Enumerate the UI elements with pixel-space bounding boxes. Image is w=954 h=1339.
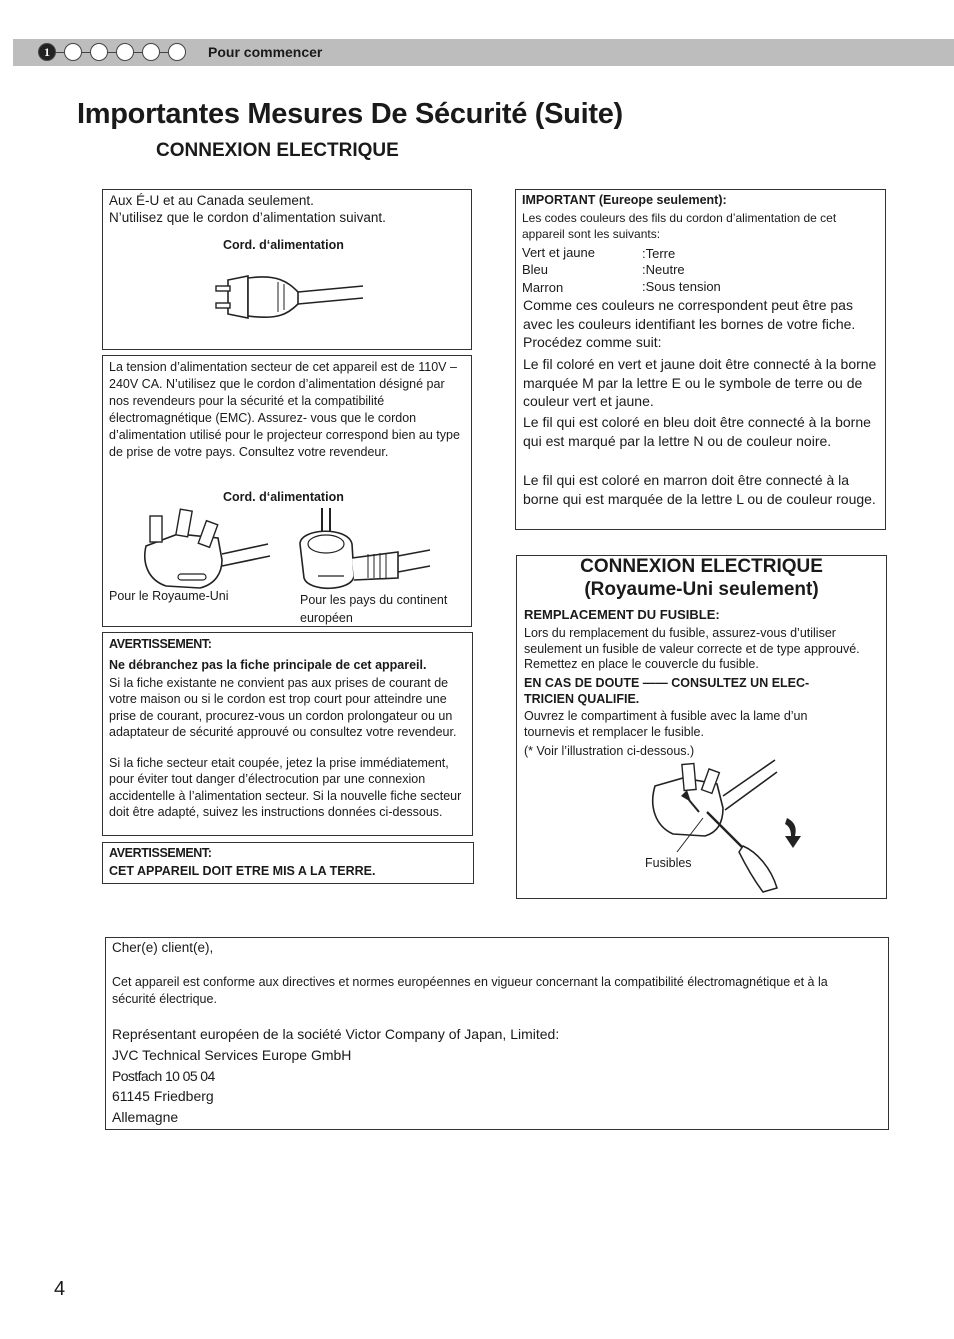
customer-postfach: Postfach 10 05 04 — [112, 1068, 215, 1084]
see-text: (* Voir l’illustration ci-dessous.) — [524, 744, 695, 758]
chapter-progress — [38, 43, 194, 61]
fuse-label: Fusibles — [645, 856, 692, 870]
us-cord-label: Cord. d‘alimentation — [223, 238, 344, 252]
chapter-dot-active: 1 — [38, 43, 56, 61]
uk-title-2: (Royaume-Uni seulement) — [584, 579, 819, 600]
voltage-text: La tension d’alimentation secteur de cet appareil est de 110V – 240V CA. N’utilisez que le cordon d’alimentation désigné par nos revendeurs pour la sécurité et la compatibilité électromagnétique (EMC). Assurez- vous que le cordon d’alimentation utilisé pour le projecteur correspond bien au type de prise de votre pays. Consultez votre revendeur. — [109, 360, 460, 459]
chapter-dot — [64, 43, 82, 61]
wire-color-2: Bleu — [522, 262, 549, 277]
chapter-dot — [90, 43, 108, 61]
customer-country: Allemagne — [112, 1109, 179, 1125]
customer-notice-box — [105, 937, 889, 1130]
warning1-subheading: Ne débranchez pas la fiche principale de cet appareil. — [109, 658, 427, 672]
page-subtitle: CONNEXION ELECTRIQUE — [156, 140, 399, 161]
wire-meaning-1: :Terre — [642, 246, 676, 261]
section-label: Pour commencer — [208, 44, 323, 60]
fuse-replacement-icon — [647, 756, 817, 896]
voltage-cord-label: Cord. d‘alimentation — [223, 490, 344, 504]
us-line2: N’utilisez que le cordon d’alimentation suivant. — [109, 210, 386, 225]
doubt-line-2: TRICIEN QUALIFIE. — [524, 692, 640, 706]
warning1-para1: Si la fiche existante ne convient pas aux prises de courant de votre maison ou si le cordon est trop court pour atteindre une prise de courant, procurez-vous un cordon prolongateur ou un adaptateur de sécurité approuvé ou consultez votre revendeur. — [109, 676, 457, 740]
eu-plug-caption: Pour les pays du continent européen — [300, 593, 448, 625]
chapter-dot — [168, 43, 186, 61]
wire-meaning-text-1: Terre — [645, 246, 676, 261]
eu-plug-icon — [298, 506, 433, 596]
page-title: Importantes Mesures De Sécurité (Suite) — [77, 98, 623, 130]
customer-greeting: Cher(e) client(e), — [112, 940, 214, 955]
wire-color-1: Vert et jaune — [522, 245, 595, 260]
uk-plug-icon — [138, 508, 273, 593]
warning2-text: CET APPAREIL DOIT ETRE MIS A LA TERRE. — [109, 864, 376, 878]
fuse-text: Lors du remplacement du fusible, assurez-vous d’utiliser seulement un fusible de valeur correcte et de type approuvé. Remettez en place le couvercle du fusible. — [524, 626, 860, 672]
header-bar — [13, 39, 954, 66]
important-heading: IMPORTANT (Eureope seulement): — [522, 193, 727, 207]
us-line1: Aux É-U et au Canada seulement. — [109, 193, 314, 208]
page-number: 4 — [54, 1278, 66, 1300]
open-text: Ouvrez le compartiment à fusible avec la lame d’un tournevis et remplacer le fusible. — [524, 709, 808, 739]
important-para2: Le fil coloré en vert et jaune doit être connecté à la borne marquée M par la lettre E ou le symbole de terre ou de couleur vert et jaune. — [523, 356, 877, 409]
wire-color-3: Marron — [522, 280, 564, 295]
customer-conformity: Cet appareil est conforme aux directives et normes européennes en vigueur concernant la compatibilité électromagnétique et à la sécurité électrique. — [112, 975, 828, 1006]
uk-title-1: CONNEXION ELECTRIQUE — [580, 556, 823, 577]
important-intro: Les codes couleurs des fils du cordon d’alimentation de cet appareil sont les suivants: — [522, 211, 837, 242]
warning1-para2: Si la fiche secteur etait coupée, jetez la prise immédiatement, pour éviter tout danger d’électrocution par une connexion accidentelle à l’alimentation secteur. Si la nouvelle fiche secteur doit être adapté, suivez les instructions données ci-dessous. — [109, 756, 462, 820]
us-plug-icon — [208, 272, 368, 324]
voltage-box — [102, 355, 472, 627]
chapter-dot — [116, 43, 134, 61]
wire-meaning-text-3: Sous tension — [645, 279, 721, 294]
warning-box-2 — [102, 842, 474, 884]
customer-representative: Représentant européen de la société Victor Company of Japan, Limited: — [112, 1026, 560, 1042]
customer-city: 61145 Friedberg — [112, 1088, 214, 1104]
important-para4: Le fil qui est coloré en marron doit être connecté à la borne qui est marquée de la lettre L ou de couleur rouge. — [523, 472, 876, 507]
wire-meaning-text-2: Neutre — [645, 262, 685, 277]
fuse-heading: REMPLACEMENT DU FUSIBLE: — [524, 607, 720, 622]
wire-meaning-3: :Sous tension — [642, 279, 721, 294]
warning1-heading: AVERTISSEMENT: — [109, 637, 212, 651]
warning2-heading: AVERTISSEMENT: — [109, 846, 212, 860]
wire-meaning-2: :Neutre — [642, 262, 685, 277]
important-para1: Comme ces couleurs ne correspondent peut être pas avec les couleurs identifiant les bornes de votre fiche. Procédez comme suit: — [523, 297, 856, 350]
progress-line — [38, 52, 186, 53]
important-box — [515, 189, 886, 530]
uk-plug-caption: Pour le Royaume-Uni — [109, 589, 229, 603]
uk-connection-box — [516, 555, 887, 899]
customer-company: JVC Technical Services Europe GmbH — [112, 1047, 352, 1063]
us-cord-box — [102, 189, 472, 350]
warning-box-1 — [102, 632, 473, 836]
doubt-line-1: EN CAS DE DOUTE —— CONSULTEZ UN ELEC- — [524, 676, 810, 690]
important-para3: Le fil qui est coloré en bleu doit être connecté à la borne qui est marqué par la lettre N ou de couleur noire. — [523, 414, 871, 449]
chapter-dot — [142, 43, 160, 61]
